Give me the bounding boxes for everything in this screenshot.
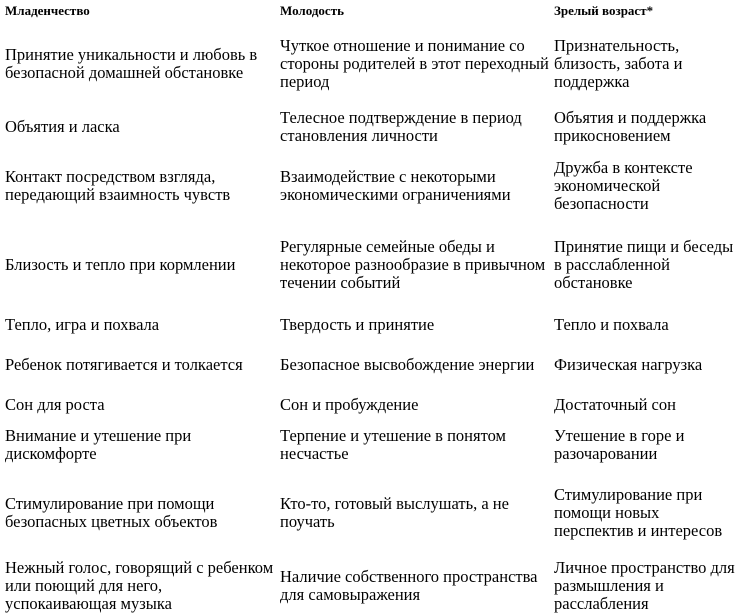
table-cell: Сон и пробуждение: [280, 395, 419, 414]
table-cell: Твердость и принятие: [280, 315, 435, 334]
header-youth: Молодость: [280, 3, 344, 18]
table-row: [3, 470, 739, 556]
table-cell: Телесное подтверждение в период становления личности: [280, 108, 522, 145]
table-cell: Ребенок потягивается и толкается: [5, 355, 243, 374]
table-cell: Принятие пищи и беседы в расслабленной обстановке: [554, 237, 734, 292]
table-cell: Кто-то, готовый выслушать, а не поучать: [280, 494, 509, 531]
table-cell: Стимулирование при помощи безопасных цветных объектов: [5, 494, 218, 531]
table-row: [3, 390, 739, 420]
table-cell: Терпение и утешение в понятом несчастье: [280, 426, 506, 463]
table-row: [3, 556, 739, 616]
header-infancy: Младенчество: [5, 3, 90, 18]
table-cell: Взаимодействие с некоторыми экономическими ограничениями: [280, 167, 511, 204]
table-cell: Близость и тепло при кормлении: [5, 255, 236, 274]
table-cell: Физическая нагрузка: [554, 355, 703, 374]
header-maturity: Зрелый возраст*: [554, 3, 654, 18]
table-cell: Дружба в контексте экономической безопасности: [554, 158, 693, 213]
table-cell: Чуткое отношение и понимание со стороны родителей в этот переходный период: [280, 36, 549, 91]
table-row: [3, 26, 739, 102]
table-cell: Личное пространство для размышления и расслабления: [554, 558, 735, 613]
table-cell: Контакт посредством взгляда, передающий взаимность чувств: [5, 167, 231, 204]
table-cell: Утешение в горе и разочаровании: [554, 426, 685, 463]
table-row: [3, 152, 739, 220]
table-row: [3, 420, 739, 470]
table-cell: Принятие уникальности и любовь в безопасной домашней обстановке: [5, 45, 258, 82]
table-row: [3, 310, 739, 340]
table-cell: Достаточный сон: [554, 395, 676, 414]
table-row: [3, 340, 739, 390]
table-cell: Объятия и поддержка прикосновением: [554, 108, 707, 145]
table-cell: Регулярные семейные обеды и некоторое разнообразие в привычном течении событий: [280, 237, 546, 292]
table-cell: Объятия и ласка: [5, 117, 120, 136]
needs-table: [3, 2, 739, 616]
table-cell: Тепло, игра и похвала: [5, 315, 160, 334]
table-cell: Наличие собственного пространства для самовыражения: [280, 567, 538, 604]
table-row: [3, 102, 739, 152]
table-cell: Стимулирование при помощи новых перспектив и интересов: [554, 485, 723, 540]
table-header-row: [3, 2, 739, 26]
table-cell: Признательность, близость, забота и поддержка: [554, 36, 683, 91]
table-cell: Сон для роста: [5, 395, 105, 414]
table-cell: Внимание и утешение при дискомфорте: [5, 426, 192, 463]
table-cell: Безопасное высвобождение энергии: [280, 355, 535, 374]
table-cell: Тепло и похвала: [554, 315, 669, 334]
table-cell: Нежный голос, говорящий с ребенком или поющий для него, успокаивающая музыка: [5, 558, 274, 613]
table-row: [3, 220, 739, 310]
